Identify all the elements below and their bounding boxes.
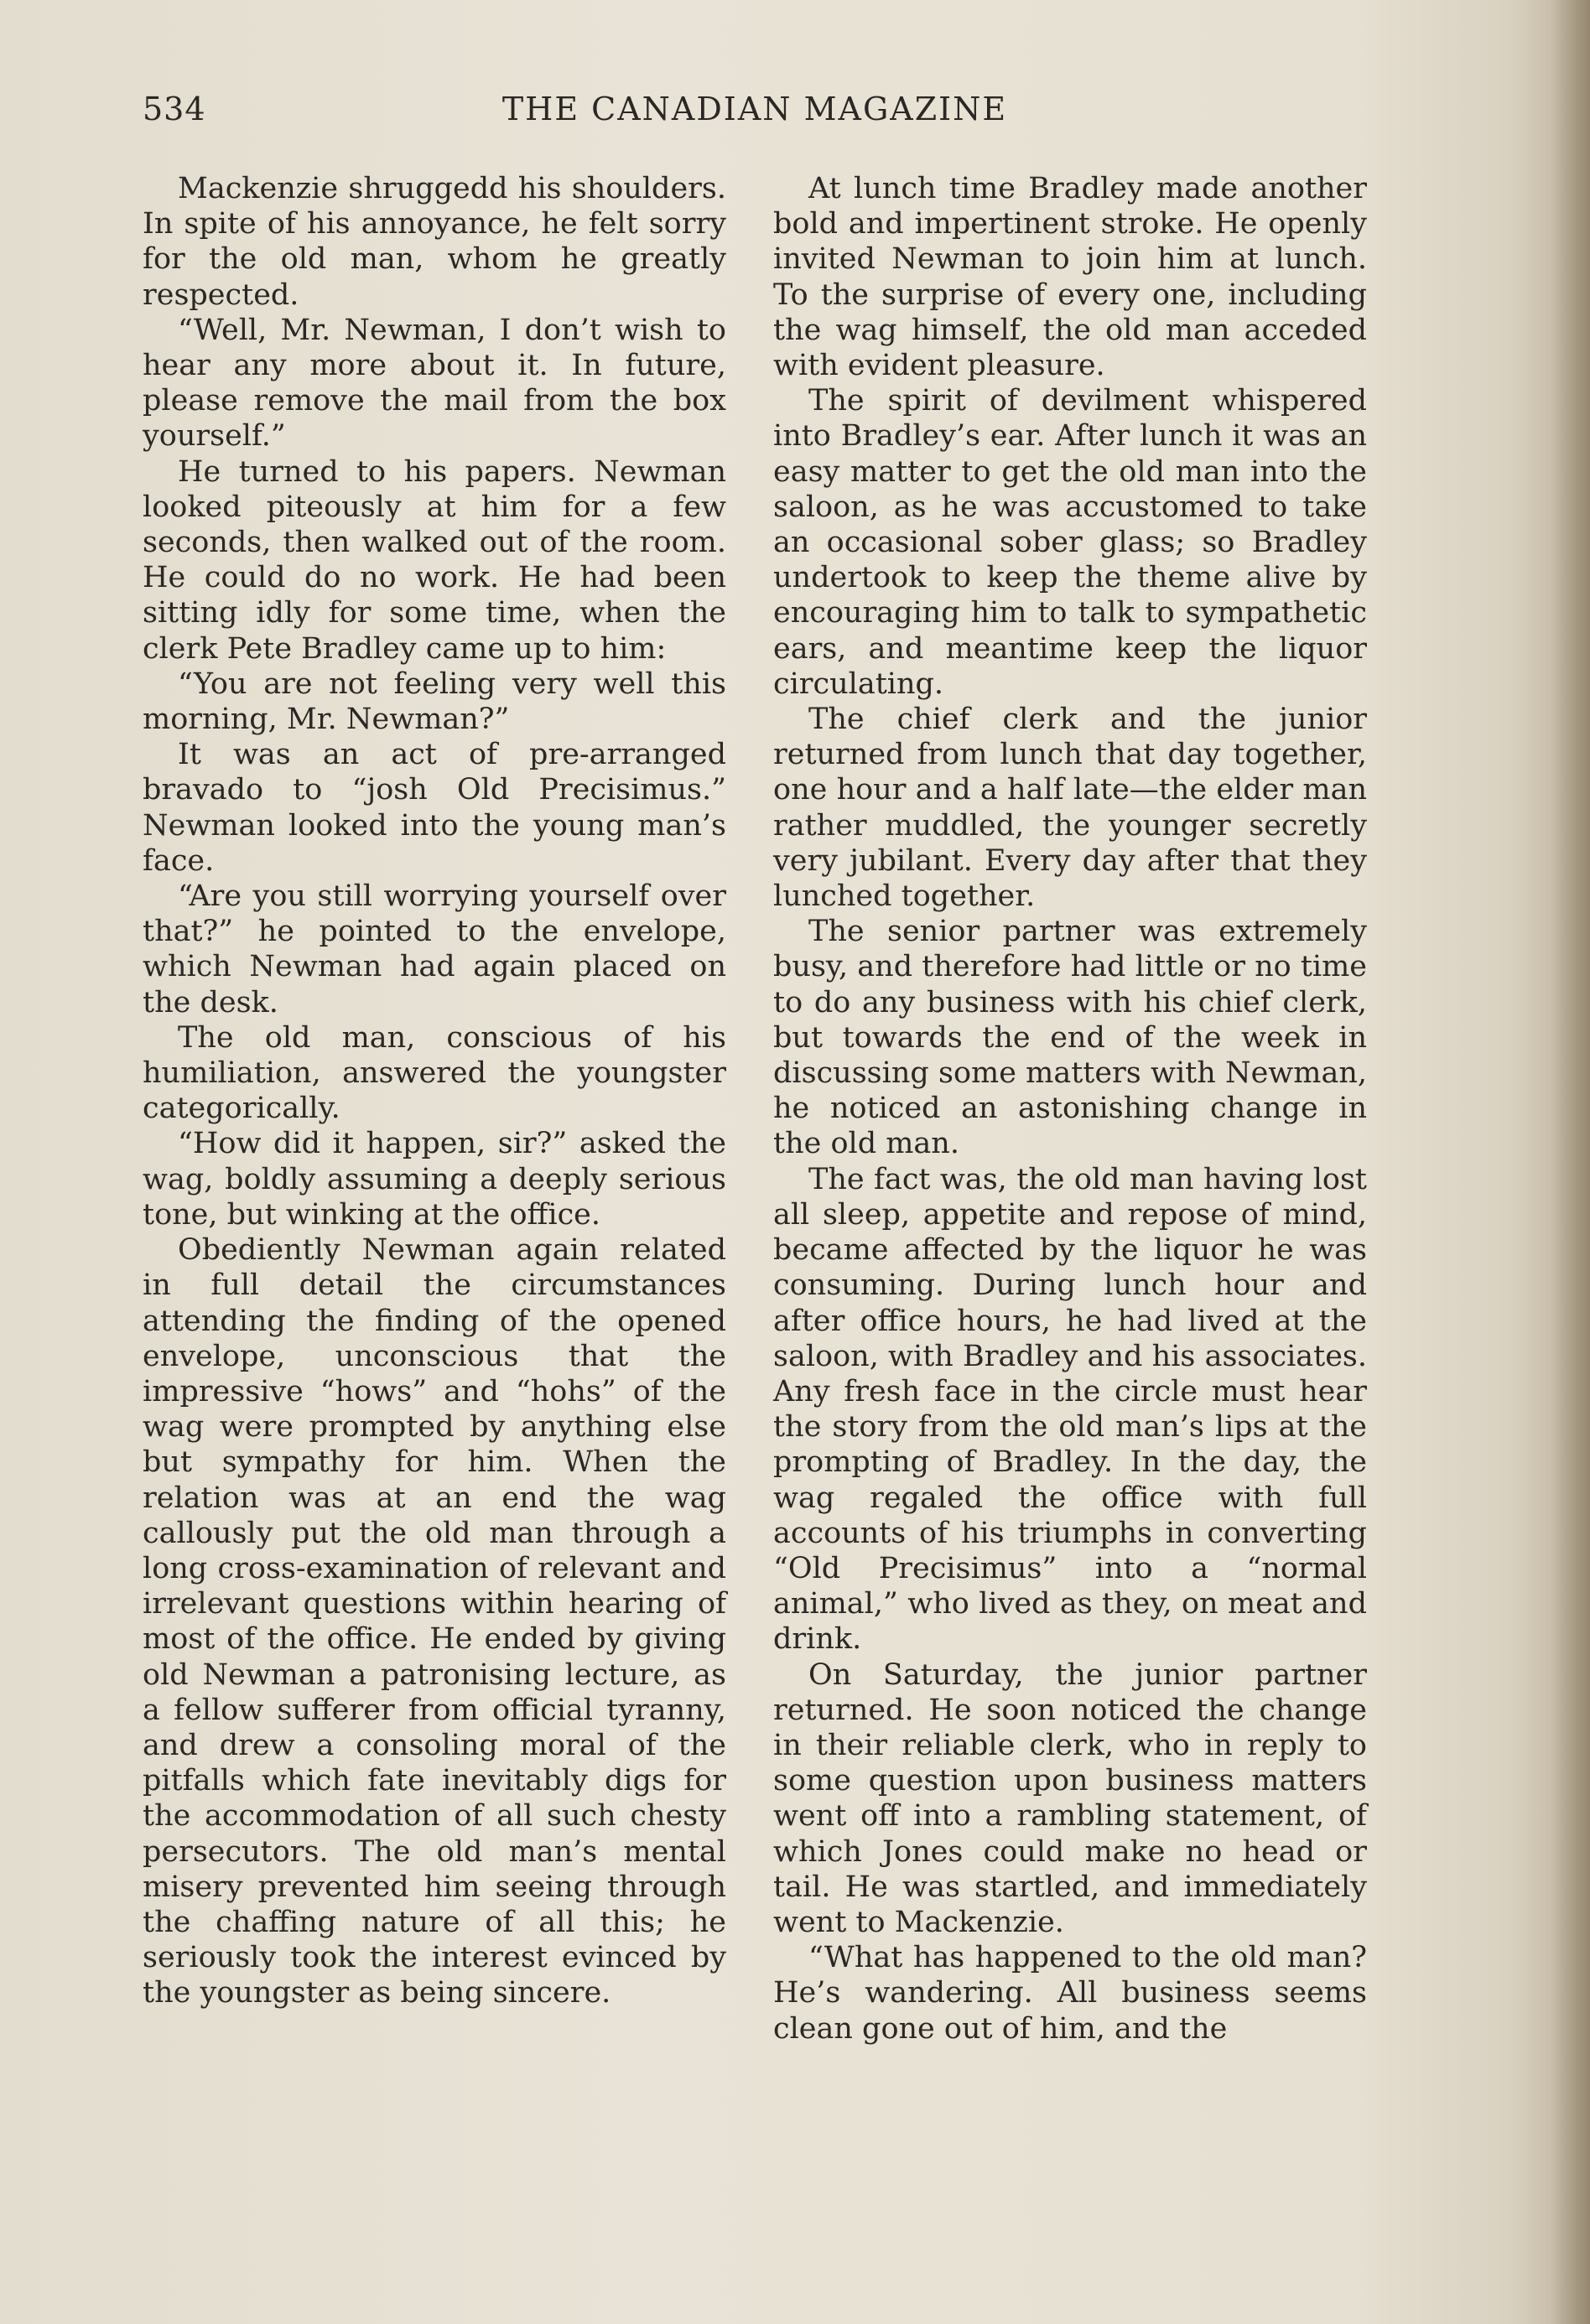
paragraph: “Well, Mr. Newman, I don’t wish to hear any more about it. In future, please remove the mail from the box yourself.” [143, 313, 726, 454]
paragraph: The spirit of devilment whispered into Bradley’s ear. After lunch it was an easy matter to get the old man into the saloon, as he was accustomed to take an occasional sober glass; so Bradley undertook to keep the theme alive by encouraging him to talk to sympathetic ears, and meantime keep the liquor circulating. [773, 384, 1367, 701]
page-header [143, 91, 1367, 137]
page-number: 534 [143, 91, 206, 127]
paragraph: It was an act of pre-arranged bravado to “josh Old Precisimus.” Newman looked into the young man’s face. [143, 738, 726, 878]
paragraph: The old man, conscious of his humiliation, answered the youngster categorically. [143, 1020, 726, 1126]
paragraph: He turned to his papers. Newman looked piteously at him for a few seconds, then walked out of the room. He could do no work. He had been sitting idly for some time, when the clerk Pete Bradley came up to him: [143, 454, 726, 666]
right-column [773, 171, 1367, 2046]
paragraph: At lunch time Bradley made another bold and impertinent stroke. He openly invited Newman to join him at lunch. To the surprise of every one, including the wag himself, the old man acceded with evident pleasure. [773, 172, 1367, 383]
page-edge-shadow [1551, 0, 1590, 2324]
paragraph: “What has happened to the old man? He’s wandering. All business seems clean gone out of him, and the [773, 1941, 1367, 2046]
paragraph: “How did it happen, sir?” asked the wag, boldly assuming a deeply serious tone, but winking at the office. [143, 1127, 726, 1232]
paragraph: The fact was, the old man having lost all sleep, appetite and repose of mind, became affected by the liquor he was consuming. During lunch hour and after office hours, he had lived at the saloon, with Bradley and his associates. Any fresh face in the circle must hear the story from the old man’s lips at the prompting of Bradley. In the day, the wag regaled the office with full accounts of his triumphs in converting “Old Precisimus” into a “normal animal,” who lived as they, on meat and drink. [773, 1162, 1367, 1657]
paragraph: The senior partner was extremely busy, and therefore had little or no time to do any business with his chief clerk, but towards the end of the week in discussing some matters with Newman, he noticed an astonishing change in the old man. [773, 915, 1367, 1161]
paragraph: The chief clerk and the junior returned from lunch that day together, one hour and a half late—the elder man rather muddled, the younger secretly very jubilant. Every day after that they lunched together. [773, 703, 1367, 914]
paragraph: “Are you still worrying yourself over that?” he pointed to the envelope, which Newman had again placed on the desk. [143, 879, 726, 1019]
left-column [143, 171, 726, 2011]
running-head: THE CANADIAN MAGAZINE [501, 91, 1008, 127]
paragraph: “You are not feeling very well this morning, Mr. Newman?” [143, 667, 726, 737]
paragraph: On Saturday, the junior partner returned. He soon noticed the change in their reliable clerk, who in reply to some question upon business matters went off into a rambling statement, of which Jones could make no head or tail. He was startled, and immediately went to Mackenzie. [773, 1657, 1367, 1939]
paragraph: Obediently Newman again related in full detail the circumstances attending the finding of the opened envelope, unconscious that the impressive “hows” and “hohs” of the wag were prompted by anything else but sympathy for him. When the relation was at an end the wag callously put the old man through a long cross-examination of relevant and irrelevant questions within hearing of most of the office. He ended by giving old Newman a patronising lecture, as a fellow sufferer from official tyranny, and drew a consoling moral of the pitfalls which fate inevitably digs for the accommodation of all such chesty persecutors. The old man’s mental misery prevented him seeing through the chaffing nature of all this; he seriously took the interest evinced by the youngster as being sincere. [143, 1233, 726, 2010]
paragraph: Mackenzie shruggedd his shoulders. In spite of his annoyance, he felt sorry for the old man, whom he greatly respected. [143, 172, 726, 312]
